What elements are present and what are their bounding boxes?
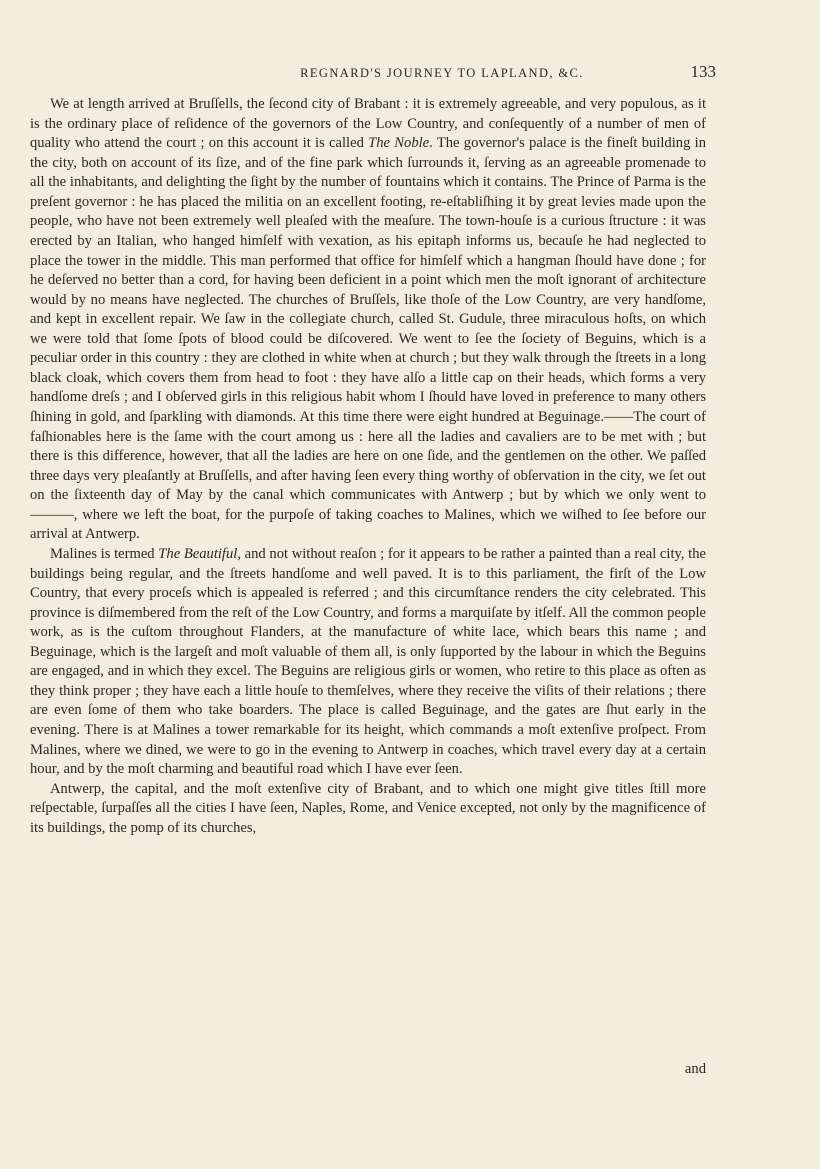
body-text [30, 95, 706, 838]
paragraph-brussels [30, 95, 706, 545]
paragraph-antwerp [30, 780, 706, 839]
text-run: We at length arrived at Bruſſells, the ſecond city of Brabant : it is extremely agreeable, and very populous, as it is the ordinary place of reſidence of the governors of the Low Country, and conſequently of a number of men of quality who attend the court ; on this account it is called [30, 96, 706, 152]
italic-phrase: The Beautiful [158, 545, 238, 562]
page-number: 133 [690, 62, 716, 81]
italic-phrase: The Noble [368, 135, 430, 152]
catchword: and [684, 1061, 706, 1077]
running-head-title: REGNARD'S JOURNEY TO LAPLAND, &C. [300, 66, 584, 80]
text-run: Antwerp, the capital, and the moſt extenſive city of Brabant, and to which one might give titles ſtill more reſpectable, ſurpaſſes all the cities I have ſeen, Naples, Rome, and Venice excepted, not only by the magnificence of its buildings, the pomp of its churches, [30, 780, 706, 836]
text-run: . The governor's palace is the fineſt building in the city, both on account of its ſize, and of the fine park which ſurrounds it, ſerving as an agreeable promenade to all the inhabitants, and delighting the ſight by the number of fountains which it contains. The Prince of Parma is the preſent governor : he has placed the militia on an excellent footing, re-eſtabliſhing it by great levies made upon the people, who have not been extremely well pleaſed with the meaſure. The town-houſe is a curious ſtructure : it was erected by an Italian, who hanged himſelf with vexation, as his epitaph informs us, becauſe he had neglected to place the tower in the middle. This man performed that office for himſelf which a hangman ſhould have done ; for he deſerved no better than a cord, for having been deficient in a point which men the moſt ignorant of architecture would by no means have neglected. The churches of Bruſſels, like thoſe of the Low Country, are very handſome, and kept in excellent repair. We ſaw in the collegiate church, called St. Gudule, three miraculous hoſts, on which we were told that ſome ſpots of blood could be diſcovered. We went to ſee the ſociety of Beguins, which is a peculiar order in this country : they are clothed in white when at church ; but they walk through the ſtreets in a long black cloak, which covers them from head to foot : they have alſo a little cap on their heads, which forms a very handſome dreſs ; and I obſerved girls in this religious habit whom I ſhould have loved in preference to many others ſhining in gold, and ſparkling with diamonds. At this time there were eight hundred at Beguinage.——The court of faſhionables here is the ſame with the court among us : here all the ladies and cavaliers are to be met with ; but there is this difference, however, that all the ladies are here on one ſide, and the gentlemen on the other. We paſſed three days very pleaſantly at Bruſſells, and after having ſeen every thing worthy of obſervation in the city, we ſet out on the ſixteenth day of May by the canal which communicates with Antwerp ; but by which we only went to ———, where we left the boat, for the purpoſe of taking coaches to Malines, which we wiſhed to ſee before our arrival at Antwerp. [30, 135, 706, 543]
paragraph-malines [30, 545, 706, 780]
text-run: Malines is termed [50, 545, 159, 562]
text-run: , and not without reaſon ; for it appears to be rather a painted than a real city, the buildings being regular, and the ſtreets handſome and well paved. It is to this parliament, the firſt of the Low Country, that every proceſs which is appealed is referred ; and this circumſtance renders the city celebrated. This province is diſmembered from the reſt of the Low Country, and forms a marquiſate by itſelf. All the common people work, as is the cuſtom throughout Flanders, at the manufacture of white lace, which bears this name ; and Beguinage, which is the largeſt and moſt valuable of them all, is only ſupported by the labour in which the Beguins are engaged, and in which they excel. The Beguins are religious girls or women, who retire to this place as often as they think proper ; they have each a little houſe to themſelves, where they receive the viſits of their relations ; there are even ſome of them who take boarders. The place is called Beguinage, and the gates are ſhut early in the evening. There is at Malines a tower remarkable for its height, which commands a moſt extenſive proſpect. From Malines, where we dined, we were to go in the evening to Antwerp in coaches, which travel every day at a certain hour, and by the moſt charming and beautiful road which I have ever ſeen. [30, 545, 706, 778]
